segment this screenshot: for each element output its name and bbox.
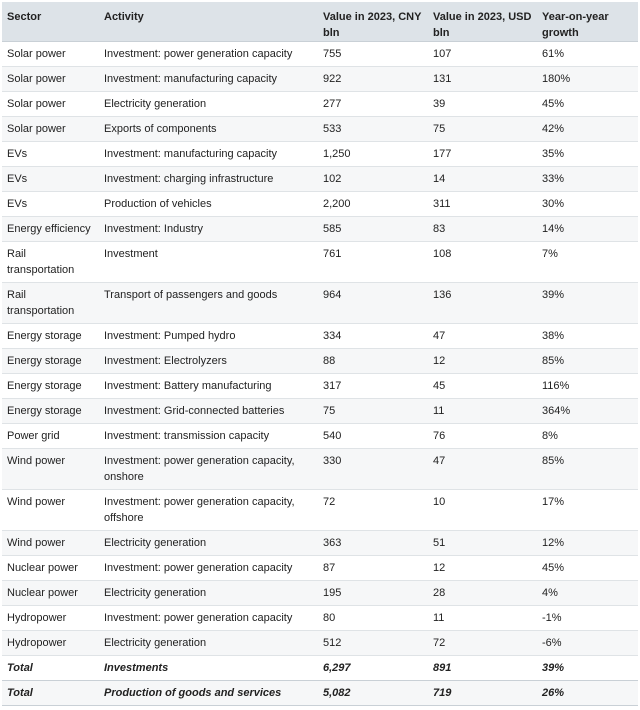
cell-growth: 30% — [537, 192, 638, 217]
table-row — [2, 531, 638, 556]
cell-activity: Investment: transmission capacity — [99, 424, 318, 449]
cell-activity: Investment: power generation capacity — [99, 42, 318, 67]
cell-sector: Energy efficiency — [2, 217, 99, 242]
table-row — [2, 631, 638, 656]
cell-sector: Wind power — [2, 449, 99, 490]
total-cell-value-cny: 5,082 — [318, 681, 428, 706]
table-row — [2, 92, 638, 117]
cell-value-cny: 363 — [318, 531, 428, 556]
table-row — [2, 42, 638, 67]
cell-value-cny: 533 — [318, 117, 428, 142]
cell-activity: Investment: Pumped hydro — [99, 324, 318, 349]
cell-value-usd: 11 — [428, 399, 537, 424]
cell-value-usd: 10 — [428, 490, 537, 531]
cell-value-cny: 2,200 — [318, 192, 428, 217]
cell-value-cny: 87 — [318, 556, 428, 581]
cell-activity: Investment: power generation capacity — [99, 556, 318, 581]
cell-value-cny: 80 — [318, 606, 428, 631]
cell-value-cny: 1,250 — [318, 142, 428, 167]
header-value-cny[interactable]: Value in 2023, CNY bln — [318, 2, 428, 42]
cell-value-usd: 47 — [428, 449, 537, 490]
cell-sector: Rail transportation — [2, 242, 99, 283]
total-cell-activity: Production of goods and services — [99, 681, 318, 706]
cell-activity: Electricity generation — [99, 631, 318, 656]
cell-growth: 61% — [537, 42, 638, 67]
cell-value-cny: 761 — [318, 242, 428, 283]
cell-growth: 42% — [537, 117, 638, 142]
cell-sector: Energy storage — [2, 374, 99, 399]
cell-value-cny: 922 — [318, 67, 428, 92]
cell-value-usd: 12 — [428, 556, 537, 581]
cell-value-cny: 330 — [318, 449, 428, 490]
cell-value-usd: 177 — [428, 142, 537, 167]
cell-growth: 33% — [537, 167, 638, 192]
cell-value-cny: 195 — [318, 581, 428, 606]
cell-growth: 35% — [537, 142, 638, 167]
cell-activity: Investment: Battery manufacturing — [99, 374, 318, 399]
header-sector[interactable]: Sector — [2, 2, 99, 42]
cell-value-cny: 755 — [318, 42, 428, 67]
cell-activity: Investment: manufacturing capacity — [99, 67, 318, 92]
cell-sector: Energy storage — [2, 399, 99, 424]
cell-sector: Solar power — [2, 67, 99, 92]
table-row — [2, 242, 638, 283]
cell-activity: Investment — [99, 242, 318, 283]
cell-activity: Investment: manufacturing capacity — [99, 142, 318, 167]
total-row — [2, 681, 638, 706]
table-row — [2, 67, 638, 92]
cell-value-usd: 14 — [428, 167, 537, 192]
cell-value-usd: 311 — [428, 192, 537, 217]
total-cell-growth: 26% — [537, 681, 638, 706]
cell-growth: 85% — [537, 449, 638, 490]
cell-sector: Hydropower — [2, 606, 99, 631]
total-row — [2, 656, 638, 681]
data-table-container — [2, 2, 638, 706]
cell-activity: Investment: Industry — [99, 217, 318, 242]
cell-value-cny: 72 — [318, 490, 428, 531]
cell-activity: Electricity generation — [99, 531, 318, 556]
cell-growth: 7% — [537, 242, 638, 283]
cell-value-usd: 107 — [428, 42, 537, 67]
cell-growth: 180% — [537, 67, 638, 92]
cell-growth: 14% — [537, 217, 638, 242]
cell-value-cny: 102 — [318, 167, 428, 192]
cell-value-usd: 136 — [428, 283, 537, 324]
table-row — [2, 490, 638, 531]
cell-growth: 17% — [537, 490, 638, 531]
header-activity[interactable]: Activity — [99, 2, 318, 42]
cell-sector: EVs — [2, 167, 99, 192]
cell-value-cny: 964 — [318, 283, 428, 324]
cell-sector: Wind power — [2, 490, 99, 531]
cell-value-usd: 83 — [428, 217, 537, 242]
total-cell-sector: Total — [2, 681, 99, 706]
cell-sector: Wind power — [2, 531, 99, 556]
clean-energy-table — [2, 2, 638, 706]
cell-growth: 45% — [537, 556, 638, 581]
header-growth[interactable]: Year-on-year growth — [537, 2, 638, 42]
cell-value-usd: 131 — [428, 67, 537, 92]
cell-activity: Investment: charging infrastructure — [99, 167, 318, 192]
cell-growth: -6% — [537, 631, 638, 656]
cell-sector: Nuclear power — [2, 556, 99, 581]
cell-growth: -1% — [537, 606, 638, 631]
cell-activity: Investment: Electrolyzers — [99, 349, 318, 374]
cell-sector: EVs — [2, 192, 99, 217]
total-cell-value-usd: 891 — [428, 656, 537, 681]
cell-activity: Investment: Grid-connected batteries — [99, 399, 318, 424]
cell-activity: Investment: power generation capacity, offshore — [99, 490, 318, 531]
cell-growth: 12% — [537, 531, 638, 556]
cell-value-usd: 39 — [428, 92, 537, 117]
cell-growth: 85% — [537, 349, 638, 374]
cell-sector: Solar power — [2, 42, 99, 67]
cell-sector: Solar power — [2, 117, 99, 142]
cell-value-usd: 72 — [428, 631, 537, 656]
cell-activity: Production of vehicles — [99, 192, 318, 217]
table-row — [2, 142, 638, 167]
table-row — [2, 424, 638, 449]
cell-growth: 364% — [537, 399, 638, 424]
total-cell-growth: 39% — [537, 656, 638, 681]
cell-growth: 39% — [537, 283, 638, 324]
cell-sector: Nuclear power — [2, 581, 99, 606]
total-cell-activity: Investments — [99, 656, 318, 681]
cell-sector: Energy storage — [2, 349, 99, 374]
cell-value-usd: 108 — [428, 242, 537, 283]
total-cell-value-usd: 719 — [428, 681, 537, 706]
table-row — [2, 399, 638, 424]
cell-value-cny: 540 — [318, 424, 428, 449]
cell-value-usd: 12 — [428, 349, 537, 374]
cell-value-cny: 585 — [318, 217, 428, 242]
cell-value-usd: 45 — [428, 374, 537, 399]
cell-value-usd: 51 — [428, 531, 537, 556]
cell-value-usd: 75 — [428, 117, 537, 142]
cell-sector: EVs — [2, 142, 99, 167]
cell-value-cny: 334 — [318, 324, 428, 349]
table-row — [2, 192, 638, 217]
cell-sector: Solar power — [2, 92, 99, 117]
cell-value-cny: 317 — [318, 374, 428, 399]
cell-growth: 8% — [537, 424, 638, 449]
table-row — [2, 217, 638, 242]
cell-sector: Hydropower — [2, 631, 99, 656]
cell-sector: Energy storage — [2, 324, 99, 349]
cell-growth: 116% — [537, 374, 638, 399]
cell-value-usd: 47 — [428, 324, 537, 349]
table-row — [2, 581, 638, 606]
table-row — [2, 117, 638, 142]
cell-activity: Transport of passengers and goods — [99, 283, 318, 324]
total-cell-sector: Total — [2, 656, 99, 681]
cell-value-cny: 75 — [318, 399, 428, 424]
table-row — [2, 606, 638, 631]
cell-activity: Electricity generation — [99, 581, 318, 606]
cell-activity: Investment: power generation capacity — [99, 606, 318, 631]
cell-growth: 38% — [537, 324, 638, 349]
table-row — [2, 324, 638, 349]
cell-activity: Electricity generation — [99, 92, 318, 117]
cell-value-usd: 28 — [428, 581, 537, 606]
table-row — [2, 449, 638, 490]
cell-value-cny: 88 — [318, 349, 428, 374]
cell-activity: Exports of components — [99, 117, 318, 142]
table-row — [2, 556, 638, 581]
cell-growth: 4% — [537, 581, 638, 606]
table-row — [2, 374, 638, 399]
cell-value-cny: 277 — [318, 92, 428, 117]
header-row — [2, 2, 638, 42]
table-row — [2, 283, 638, 324]
cell-growth: 45% — [537, 92, 638, 117]
cell-value-usd: 11 — [428, 606, 537, 631]
header-value-usd[interactable]: Value in 2023, USD bln — [428, 2, 537, 42]
cell-activity: Investment: power generation capacity, onshore — [99, 449, 318, 490]
table-row — [2, 349, 638, 374]
table-row — [2, 167, 638, 192]
cell-sector: Power grid — [2, 424, 99, 449]
cell-value-usd: 76 — [428, 424, 537, 449]
cell-value-cny: 512 — [318, 631, 428, 656]
total-cell-value-cny: 6,297 — [318, 656, 428, 681]
cell-sector: Rail transportation — [2, 283, 99, 324]
